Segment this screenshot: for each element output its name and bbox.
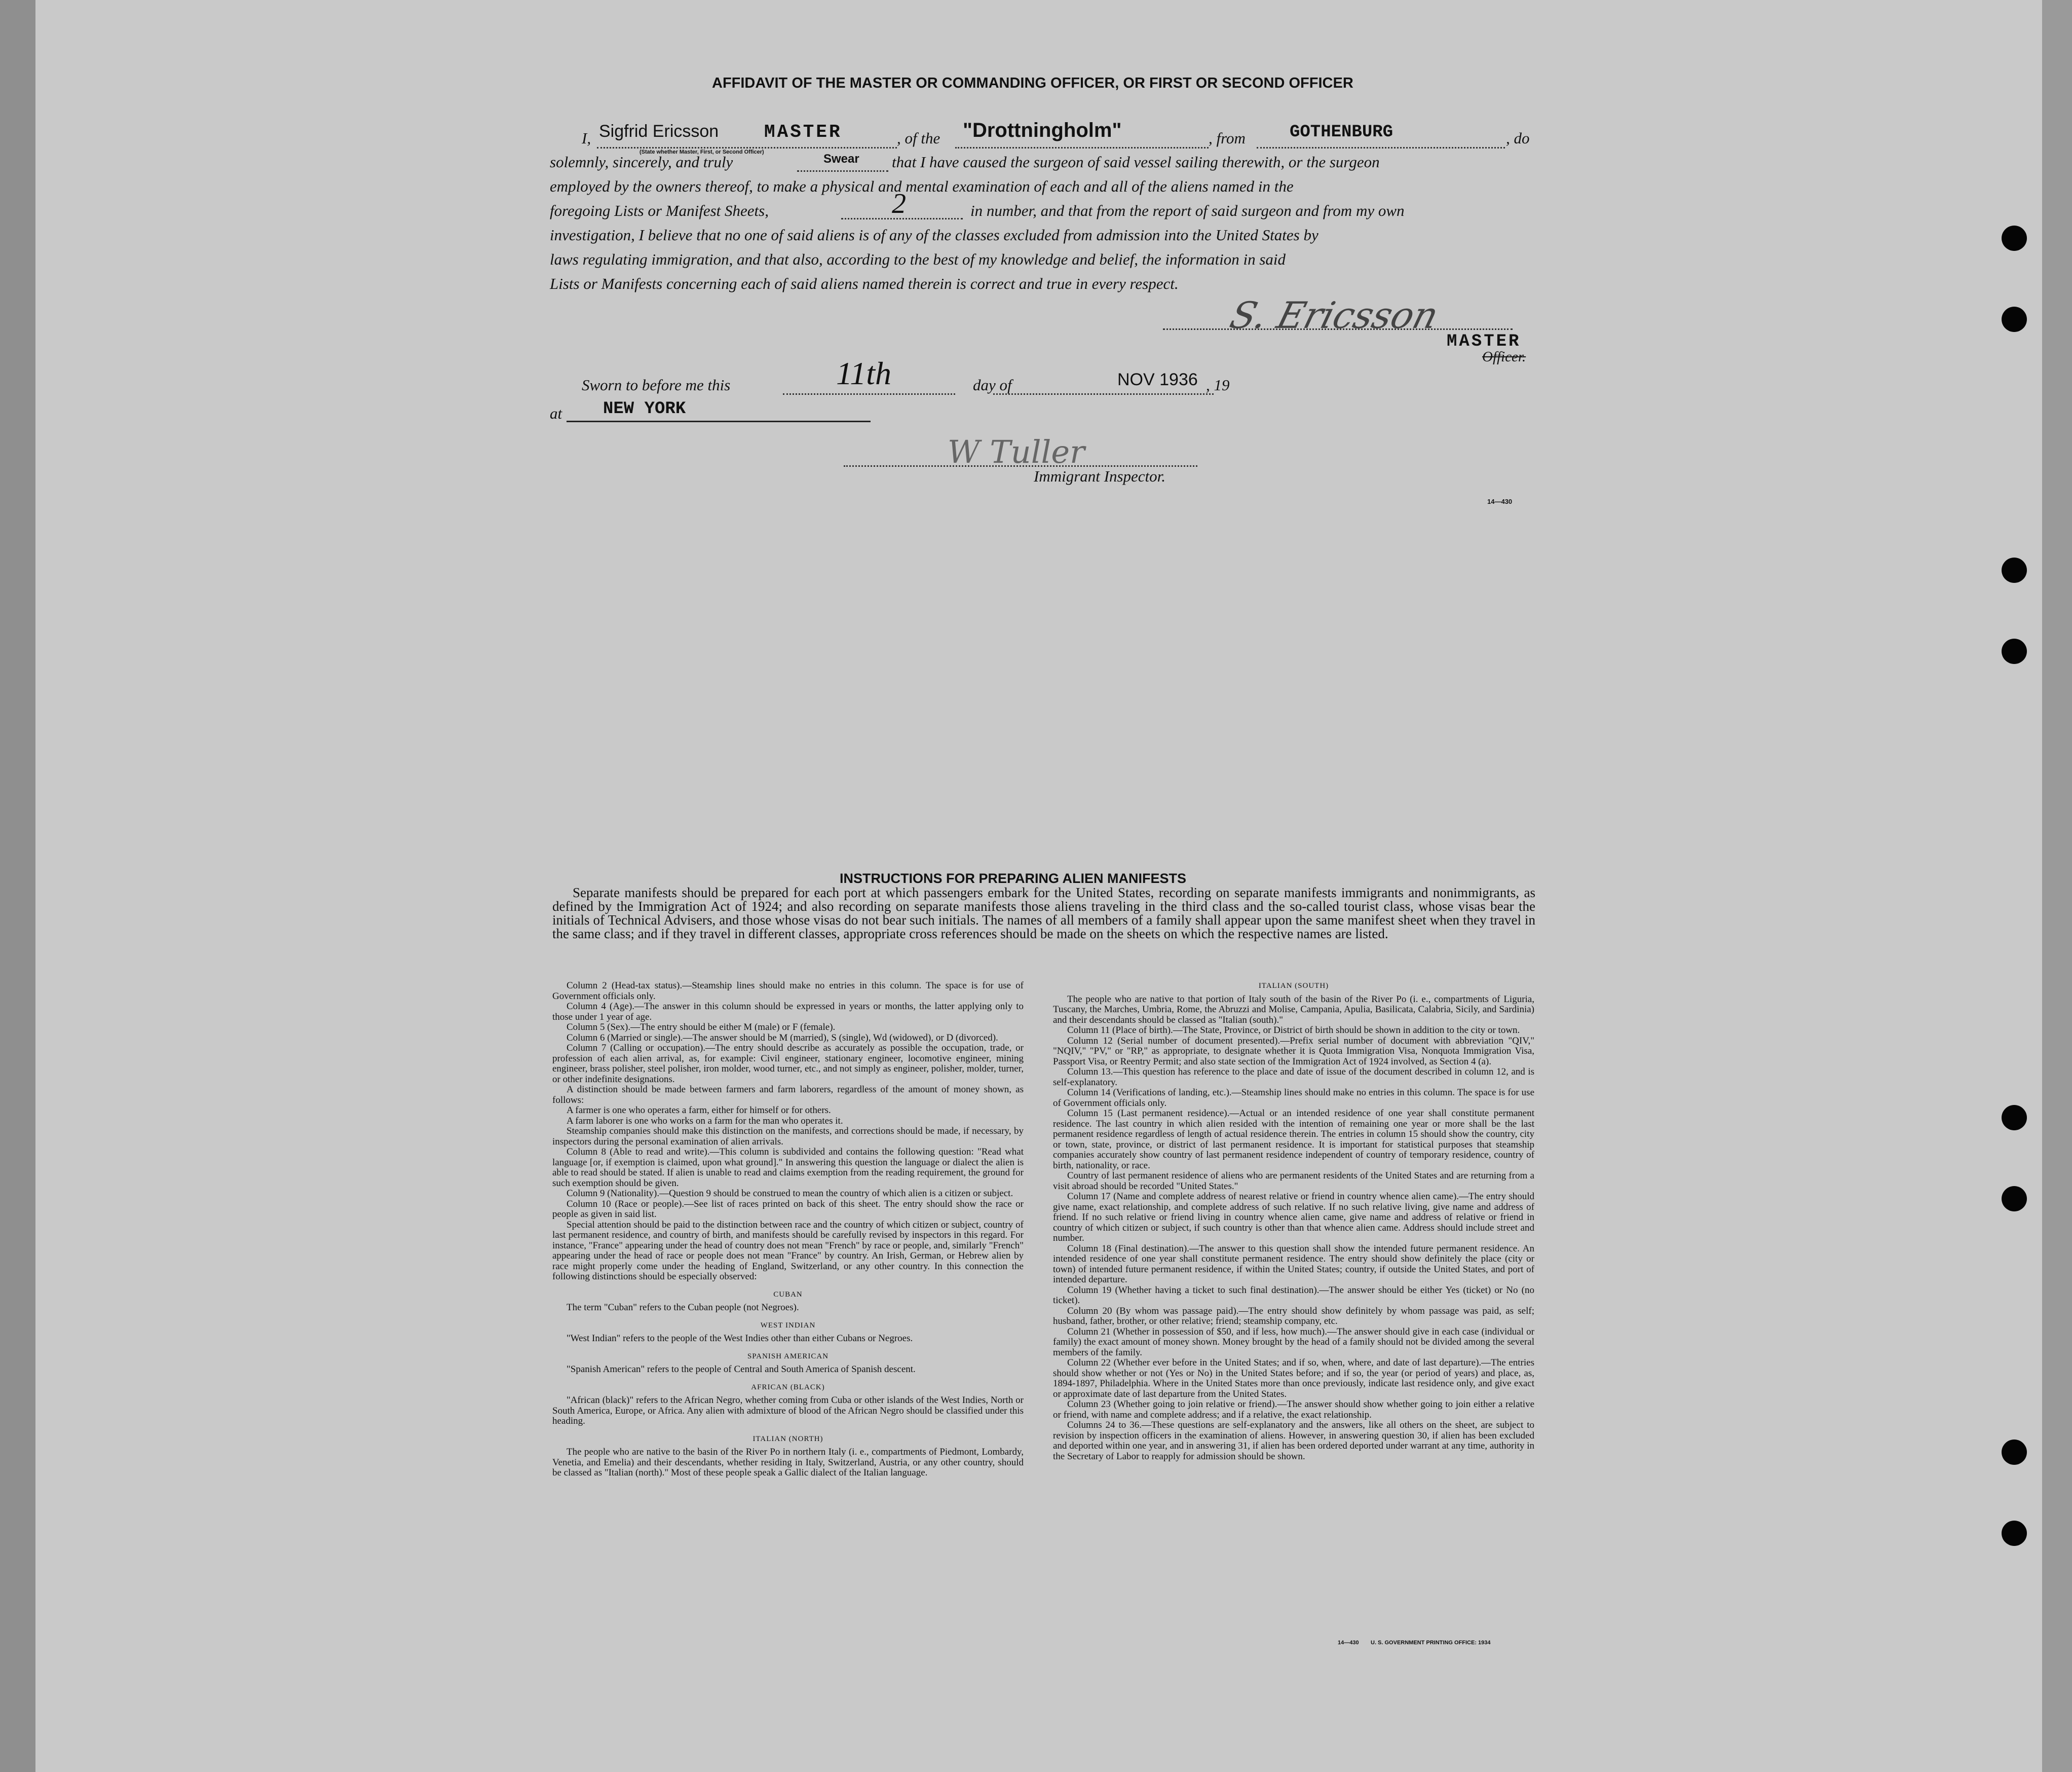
race-definition: The term "Cuban" refers to the Cuban people (not Negroes). xyxy=(567,1302,799,1313)
instruction-paragraph: A distinction should be made between farmers and farm laborers, regardless of the amount of money shown, as follows: xyxy=(552,1084,1024,1105)
race-definition: "African (black)" refers to the African Negro, whether coming from Cuba or other islands of the West Indies, North or South America, Europe, or Africa. Any alien with admixture of blood of the African Negro should be classified under this heading. xyxy=(552,1395,1024,1426)
race-heading: WEST INDIAN xyxy=(760,1321,816,1330)
instruction-paragraph: Column 13.—This question has reference to the place and date of issue of the document described in column 12, and is self-explanatory. xyxy=(1053,1066,1534,1088)
century-label: , 19 xyxy=(1206,376,1230,394)
punch-hole xyxy=(2002,1521,2027,1546)
affidavit-title: AFFIDAVIT OF THE MASTER OR COMMANDING OFFICER, OR FIRST OR SECOND OFFICER xyxy=(712,75,1353,91)
punch-hole xyxy=(2002,1186,2027,1211)
instruction-paragraph: Column 23 (Whether going to join relative or friend).—The answer should show whether going to join either a relative or friend, with name and complete address; and if a relative, the exact relationship. xyxy=(1053,1399,1534,1420)
instruction-paragraph: Column 10 (Race or people).—See list of races printed on back of this sheet. The entry should show the race or people as given in said list. xyxy=(552,1198,1024,1220)
punch-hole xyxy=(2002,1105,2027,1130)
at-label: at xyxy=(550,404,562,422)
affidavit-line3: employed by the owners thereof, to make a physical and mental examination of each and all of the aliens named in the xyxy=(550,177,1294,195)
of-the-label: , of the xyxy=(897,129,940,147)
scan-margin xyxy=(0,0,35,1772)
instruction-paragraph: Steamship companies should make this distinction on the manifests, and corrections should be made, if necessary, by inspectors during the personal examination of alien arrivals. xyxy=(552,1126,1024,1147)
race-heading: SPANISH AMERICAN xyxy=(747,1352,829,1360)
inspector-title: Immigrant Inspector. xyxy=(1034,467,1166,485)
race-heading: CUBAN xyxy=(773,1290,803,1299)
footer-form-number: 14—430 xyxy=(1338,1640,1359,1646)
sworn-day: 11th xyxy=(836,355,892,391)
from-label: , from xyxy=(1209,129,1246,147)
instruction-paragraph: Column 14 (Verifications of landing, etc.).—Steamship lines should make no entries in this column. The space is for use of Government officials only. xyxy=(1053,1087,1534,1109)
instruction-paragraph: Column 9 (Nationality).—Question 9 should be construed to mean the country of which alien is a citizen or subject. xyxy=(567,1188,1013,1199)
affidavit-line2b: that I have caused the surgeon of said vessel sailing therewith, or the surgeon xyxy=(892,153,1380,171)
race-heading: ITALIAN (NORTH) xyxy=(752,1434,823,1443)
sworn-month-year: NOV 1936 xyxy=(1117,370,1198,389)
race-definition: "Spanish American" refers to the people of Central and South America of Spanish descent. xyxy=(567,1364,916,1375)
punch-hole xyxy=(2002,639,2027,664)
sworn-place: NEW YORK xyxy=(603,399,686,419)
affidavit-i: I, xyxy=(582,129,591,147)
affidavit-line4b: in number, and that from the report of said surgeon and from my own xyxy=(970,202,1405,219)
master-name: Sigfrid Ericsson xyxy=(599,122,719,141)
instruction-paragraph: Column 18 (Final destination).—The answer to this question shall show the intended future permanent residence. An intended residence of one year shall constitute permanent residence. The entry should show definitely the place (city or town) of intended future permanent residence, if within the United States; country, if outside the United States, and port of intended departure. xyxy=(1053,1243,1534,1285)
affidavit-line4a: foregoing Lists or Manifest Sheets, xyxy=(550,202,769,219)
instructions-intro: Separate manifests should be prepared for each port at which passengers embark for the United States, recording on separate manifests immigrants and nonimmigrants, as defined by the Immigration Act of 1924; and also recording on separate manifests those aliens traveling in the third class and the so-called tourist class, whose visas bear the initials of Technical Advisers, and those whose visas do not bear such initials. The names of all members of a family shall appear upon the same manifest sheet when they travel in the same class; and if they travel in different classes, appropriate cross references should be made on the sheets on which the respective names are listed. xyxy=(552,885,1535,941)
instruction-paragraph: Column 2 (Head-tax status).—Steamship lines should make no entries in this column. The space is for use of Government officials only. xyxy=(552,980,1024,1002)
instruction-paragraph: The people who are native to that portion of Italy south of the basin of the River Po (i. e., compartments of Liguria, Tuscany, the Marches, Umbria, Rome, the Abruzzi and Molise, Campania, Apulia, Basilicata, Calabria, Sicily, and Sardinia) and their descendants should be classed as "Italian (south)." xyxy=(1053,993,1534,1025)
instruction-paragraph: Column 22 (Whether ever before in the United States; and if so, when, where, and date of last departure).—The entries should show whether or not (Yes or No) in the United States before; and if so, the year (or period of years) and place, as, 1894-1897, Philadelphia. Where in the United States more than once previously, indicate last residence only, and give exact or approximate date of last departure from the United States. xyxy=(1053,1357,1534,1399)
left-column xyxy=(552,981,1024,1479)
place-line xyxy=(567,421,871,422)
instruction-paragraph: Column 11 (Place of birth).—The State, Province, or District of birth should be shown in addition to the city or town. xyxy=(1067,1025,1520,1036)
race-heading: AFRICAN (BLACK) xyxy=(751,1383,825,1391)
punch-hole xyxy=(2002,558,2027,583)
race-definition: "West Indian" refers to the people of the West Indies other than either Cubans or Negroes. xyxy=(567,1333,913,1344)
punch-hole xyxy=(2002,1439,2027,1465)
race-heading: ITALIAN (SOUTH) xyxy=(1258,982,1329,990)
instruction-paragraph: Column 20 (By whom was passage paid).—The entry should show definitely by whom passage was paid, as self; husband, father, brother, or other relative; friend; steamship company, etc. xyxy=(1053,1305,1534,1326)
name-blank xyxy=(597,147,897,149)
oath-word: Swear xyxy=(823,152,859,166)
instruction-paragraph: Country of last permanent residence of aliens who are permanent residents of the United States and are returning from a visit abroad should be recorded "United States." xyxy=(1053,1170,1534,1192)
vessel-name: "Drottningholm" xyxy=(963,119,1122,141)
instructions-title: INSTRUCTIONS FOR PREPARING ALIEN MANIFESTS xyxy=(840,871,1187,886)
signer-title-printed: Officer. xyxy=(1482,349,1526,365)
day-blank xyxy=(783,393,955,395)
oath-blank xyxy=(797,170,888,172)
punch-hole xyxy=(2002,307,2027,332)
instruction-paragraph: Column 17 (Name and complete address of nearest relative or friend in country whence alien came).—The entry should give name, exact relationship, and complete address of such relative. If no such relative living, give name and address of friend. If no such relative or friend living in country whence alien came, give name and address of relative or friend in country of which citizen or subject, if such country is other than that whence alien came. Address should include street and number. xyxy=(1053,1191,1534,1243)
rank-typed: MASTER xyxy=(764,122,842,142)
affidavit-line7: Lists or Manifests concerning each of said aliens named therein is correct and true in every respect. xyxy=(550,275,1179,292)
instruction-paragraph: Column 19 (Whether having a ticket to such final destination).—The answer should be either Yes (ticket) or No (no ticket). xyxy=(1053,1284,1534,1306)
right-column xyxy=(1053,981,1534,1462)
rank-note: (State whether Master, First, or Second Officer) xyxy=(639,149,764,155)
instruction-paragraph: Column 8 (Able to read and write).—This column is subdivided and contains the following question: "Read what language [or, if exemption is claimed, upon what ground]." In answering this question the language or dialect the alien is able to read should be stated. If alien is unable to read and claims exemption from the reading requirement, the ground for such exemption should be given. xyxy=(552,1147,1024,1189)
instruction-paragraph: Columns 24 to 36.—These questions are self-explanatory and the answers, like all others on the sheet, are subject to revision by inspection officers in the examination of aliens. However, in answering question 30, if alien has been excluded and deported within one year, and in answering 31, if alien has been ordered deported under warrant at any time, authority in the Secretary of Labor to reapply for admission should be shown. xyxy=(1053,1420,1534,1462)
day-of-label: day of xyxy=(973,376,1012,394)
sworn-label: Sworn to before me this xyxy=(582,376,731,394)
master-signature: S. Ericsson xyxy=(1225,294,1443,337)
sheets-count: 2 xyxy=(892,188,906,219)
vessel-blank xyxy=(955,147,1209,149)
instruction-paragraph: Column 5 (Sex).—The entry should be either M (male) or F (female). xyxy=(567,1022,836,1032)
instruction-paragraph: Column 21 (Whether in possession of $50, and if less, how much).—The answer should give in each case (individual or family) the exact amount of money shown. Money brought by the head of a family should not be divided among the several members of the family. xyxy=(1053,1326,1534,1358)
instruction-paragraph: Special attention should be paid to the distinction between race and the country of which citizen or subject, country of last permanent residence, and country of birth, and manifests should be carefully revised by inspectors in this regard. For instance, "France" appearing under the head of country does not mean "French" by race or people, and, similarly "French" appearing under the head of race or people does not mean "France" by country. An Irish, German, or Hebrew alien by race might properly come under the heading of England, Switzerland, or any other country. In this connection the following distinctions should be especially observed: xyxy=(552,1219,1024,1282)
instruction-paragraph: A farmer is one who operates a farm, either for himself or for others. xyxy=(567,1105,831,1116)
month-blank xyxy=(993,393,1214,395)
signer-title-typed: MASTER xyxy=(1447,332,1521,351)
port-from: GOTHENBURG xyxy=(1290,123,1393,142)
punch-hole xyxy=(2002,226,2027,251)
instruction-paragraph: Column 12 (Serial number of document presented).—Prefix serial number of document with abbreviation "QIV," "NQIV," "PV," or "RP," as appropriate, to designate whether it is Quota Immigration Visa, Nonquota Immigration Visa, Passport Visa, or Reentry Permit; and also state section of the Immigration Act of 1924 involved, as Section 4 (a). xyxy=(1053,1035,1534,1067)
affidavit-line5: investigation, I believe that no one of said aliens is of any of the classes excluded from admission into the United States by xyxy=(550,226,1318,244)
affidavit-line6: laws regulating immigration, and that also, according to the best of my knowledge and belief, the information in said xyxy=(550,250,1286,268)
instruction-paragraph: Column 15 (Last permanent residence).—Actual or an intended residence of one year shall constitute permanent residence. The last country in which alien resided with the intention of remaining one year or more shall be the last permanent residence regardless of length of actual residence therein. The entries in column 15 should show the country, city or town, state, province, or district of last permanent residence. It is important for statistical purposes that steamship companies accurately show country of last permanent residence independent of country of temporary residence, country of birth, nationality, or race. xyxy=(1053,1108,1534,1171)
from-blank xyxy=(1257,147,1505,149)
instruction-paragraph: Column 6 (Married or single).—The answer should be M (married), S (single), Wd (widowed), or D (divorced). xyxy=(567,1032,998,1043)
affidavit-line2a: solemnly, sincerely, and truly xyxy=(550,153,733,171)
race-definition: The people who are native to the basin of the River Po in northern Italy (i. e., compartments of Piedmont, Lombardy, Venetia, and Emelia) and their descendants, whether residing in Italy, Switzerland, Austria, or any other country, should be classed as "Italian (north)." Most of these people speak a Gallic dialect of the Italian language. xyxy=(552,1447,1024,1478)
inspector-signature: W Tuller xyxy=(948,433,1085,470)
instruction-paragraph: Column 7 (Calling or occupation).—The entry should describe as accurately as possible the occupation, trade, or profession of each alien arrival, as, for example: Civil engineer, stationary engineer, locomotive engineer, mining engineer, brass polisher, steel polisher, iron molder, wood turner, etc., and not simply as engineer, polisher, molder, turner, or other indefinite designations. xyxy=(552,1043,1024,1085)
instruction-paragraph: A farm laborer is one who works on a farm for the man who operates it. xyxy=(567,1115,843,1126)
form-number: 14—430 xyxy=(1487,498,1513,505)
do-label: , do xyxy=(1506,129,1530,147)
footer-printer: U. S. GOVERNMENT PRINTING OFFICE: 1934 xyxy=(1371,1640,1491,1646)
instruction-paragraph: Column 4 (Age).—The answer in this column should be expressed in years or months, the latter applying only to those under 1 year of age. xyxy=(552,1001,1024,1022)
